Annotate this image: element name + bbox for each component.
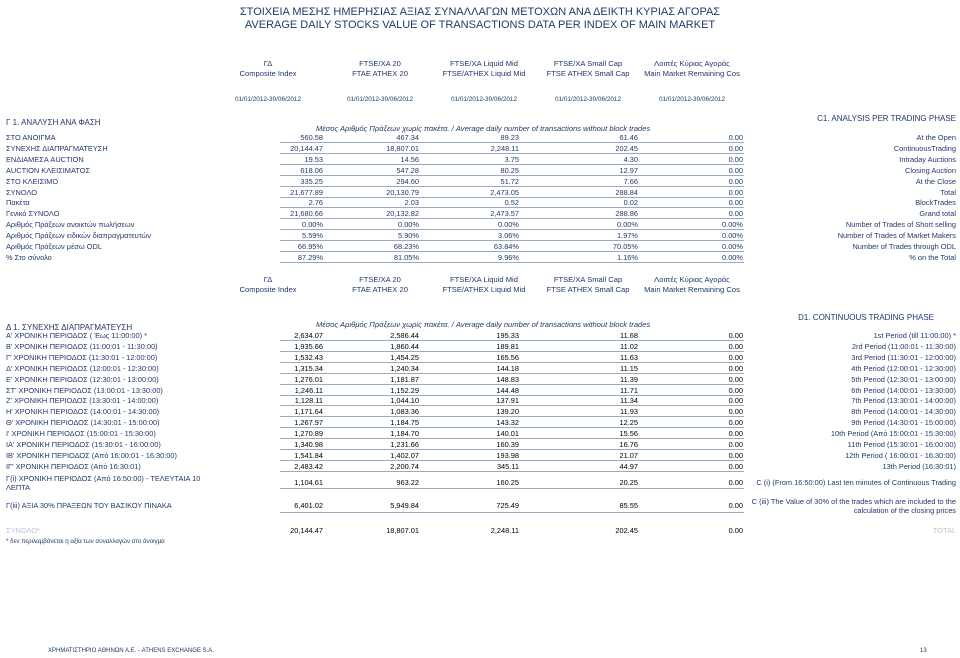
row-label: Η' ΧΡΟΝΙΚΗ ΠΕΡΙΟΔΟΣ (14:00:01 - 14:30:00): [6, 407, 160, 417]
row-label: Α' ΧΡΟΝΙΚΗ ΠΕΡΙΟΔΟΣ ( Έως 11:00:00) *: [6, 331, 148, 340]
cell: 1,083.36: [390, 407, 419, 417]
cell: 160.39: [496, 440, 519, 449]
cell: 9.96%: [498, 252, 519, 262]
cell: 7.66: [623, 176, 638, 186]
report-title-english: AVERAGE DAILY STOCKS VALUE OF TRANSACTIONS DATA PER INDEX OF MAIN MARKET: [244, 19, 716, 31]
cell: 1,184.70: [390, 429, 419, 439]
row-label: ΣΥΝΕΧΗΣ ΔΙΑΠΡΑΓΜΑΤΕΥΣΗ: [6, 143, 108, 153]
cell: 143.32: [496, 418, 519, 428]
cell: 11.34: [620, 396, 638, 406]
divider: [280, 362, 744, 363]
row-label: % Στο σύνολο: [6, 252, 52, 262]
cell: 0.00: [728, 143, 743, 153]
cell: 0.00: [728, 418, 743, 428]
row-label-en: % on the Total: [909, 252, 956, 262]
cell: 0.00: [728, 352, 743, 362]
section-c-title-en: C1. ANALYSIS PER TRADING PHASE: [817, 114, 956, 123]
cell: 0.00%: [722, 220, 743, 230]
period-date: 01/01/2012-30/06/2012: [554, 96, 622, 103]
cell: 0.00: [728, 165, 743, 175]
cell: 1,935.66: [294, 341, 323, 351]
cell: 1,246.11: [294, 385, 323, 395]
divider: [280, 373, 744, 374]
col-header-english: Main Market Remaining Cos: [644, 69, 740, 78]
cell: 0.00%: [722, 231, 743, 241]
cell: 1,240.34: [390, 363, 419, 373]
cell: 11.93: [620, 407, 638, 417]
cell: 0.00: [728, 331, 743, 340]
cell: 193.98: [496, 450, 519, 460]
cell: 18,807.01: [386, 526, 419, 535]
row-label-en: 5th Period (12:30:01 - 13:00:00): [851, 374, 956, 384]
col-header-english: FTSE ATHEX Small Cap: [546, 69, 630, 78]
section-c-title: Γ 1. ΑΝΑΛΥΣΗ ΑΝΑ ΦΑΣΗ: [6, 118, 101, 127]
row-label-en: Total: [940, 187, 956, 197]
cell: 137.91: [496, 396, 519, 406]
divider: [280, 186, 744, 187]
cell: 11.15: [620, 363, 638, 373]
cell: 61.46: [619, 133, 638, 142]
divider: [280, 416, 744, 417]
cell: 2.76: [308, 198, 323, 208]
cell: 2,248.11: [490, 143, 519, 153]
cell: 1,044.10: [390, 396, 419, 406]
row-label: ΙΒ' ΧΡΟΝΙΚΗ ΠΕΡΙΟΔΟΣ (Από 16:00:01 - 16:30:00): [6, 450, 177, 460]
col-header-english: FTSE/ATHEX Liquid Mid: [442, 285, 526, 294]
row-label-en: 11th Period (15:30:01 - 16:00:00): [847, 440, 956, 449]
cell: 0.00: [728, 363, 743, 373]
col-header-greek: Λοιπές Κύριας Αγοράς: [654, 275, 730, 284]
mid-col-header: [528, 275, 648, 295]
section-c-subtitle: Μέσος Αριθμός Πράξεων χωρίς πακέτα. / Average daily number of transactions without block trades: [316, 124, 651, 133]
cell: 0.00: [728, 209, 743, 219]
col-header-english: FTAE ATHEX 20: [352, 285, 408, 294]
cell: 1,181.87: [390, 374, 419, 384]
divider: [280, 207, 744, 208]
cell: 2,473.05: [490, 187, 519, 197]
divider: [280, 512, 744, 513]
row-label-en: 13th Period (16:30:01): [882, 461, 956, 471]
cell: 1,270.89: [294, 429, 323, 439]
cell: 0.00: [728, 396, 743, 406]
cell: 0.00: [728, 385, 743, 395]
cell: 15.56: [619, 429, 638, 439]
divider: [280, 142, 744, 143]
row-total: [0, 526, 960, 537]
cell: 0.00: [728, 450, 743, 460]
col-header-greek: FTSE/XA Liquid Mid: [450, 59, 518, 68]
cell: 21,680.66: [290, 209, 323, 219]
cell: 1,340.98: [294, 440, 323, 449]
cell: 335.25: [300, 176, 323, 186]
row-label: ΙΓ' ΧΡΟΝΙΚΗ ΠΕΡΙΟΔΟΣ (Από 16:30:01): [6, 461, 141, 471]
row-label-en: 4th Period (12:00:01 - 12:30:00): [851, 363, 956, 373]
report-title-greek: ΣΤΟΙΧΕΙΑ ΜΕΣΗΣ ΗΜΕΡΗΣΙΑΣ ΑΞΙΑΣ ΣΥΝΑΛΛΑΓΩΝ ΜΕΤΟΧΩΝ ΑΝΑ ΔΕΙΚΤΗ ΚΥΡΙΑΣ ΑΓΟΡΑΣ: [239, 6, 721, 18]
row-label-en: Intraday Auctions: [899, 154, 956, 164]
col-header-greek: FTSE/XA 20: [359, 275, 401, 284]
cell: 2,586.44: [390, 331, 419, 340]
col-header-greek: FTSE/XA 20: [359, 59, 401, 68]
row-c-iii: [0, 497, 960, 517]
divider: [280, 438, 744, 439]
cell: 202.45: [615, 526, 638, 535]
cell: 19.53: [304, 154, 323, 164]
section-d-subtitle: Μέσος Αριθμός Πράξεων χωρίς πακέτα. / Average daily number of transactions without block trades: [316, 320, 651, 329]
divider: [280, 175, 744, 176]
row-c-i-label-en: C (i) (From 16:50:00) Last ten minutes of Continuous Trading: [756, 478, 956, 487]
top-col-header: [632, 59, 752, 79]
period-date: 01/01/2012-30/06/2012: [450, 96, 518, 103]
cell: 21.07: [619, 450, 638, 460]
divider: [280, 262, 744, 263]
mid-col-header: [632, 275, 752, 295]
cell: 0.02: [623, 198, 638, 208]
divider: [280, 218, 744, 219]
divider: [280, 240, 744, 241]
cell: 20,144.47: [290, 143, 323, 153]
row-label-en: 2rd Period (11:00:01 - 11:30:00): [851, 341, 956, 351]
cell: 3.06%: [498, 231, 519, 241]
cell: 20,144.47: [290, 526, 323, 535]
cell: 345.11: [496, 461, 519, 471]
col-header-english: FTSE/ATHEX Liquid Mid: [442, 69, 526, 78]
cell: 12.25: [619, 418, 638, 428]
cell: 725.49: [496, 501, 519, 510]
row-label-en: At the Open: [916, 133, 956, 142]
cell: 0.00: [728, 407, 743, 417]
period-date: 01/01/2012-30/06/2012: [658, 96, 726, 103]
row-label-en: Grand total: [919, 209, 956, 219]
cell: 1,315.34: [294, 363, 323, 373]
col-header-english: Composite Index: [239, 285, 297, 294]
cell: 0.52: [504, 198, 519, 208]
col-header-english: Composite Index: [239, 69, 297, 78]
divider: [280, 164, 744, 165]
cell: 63.84%: [493, 242, 519, 251]
row-label: Αριθμός Πράξεων ανοικτών πωλήσεων: [6, 220, 135, 230]
cell: 2.03: [404, 198, 419, 208]
top-col-header: [528, 59, 648, 79]
cell: 18,807.01: [386, 143, 419, 153]
cell: 1.16%: [617, 252, 638, 262]
divider: [280, 197, 744, 198]
cell: 0.00%: [617, 220, 638, 230]
divider: [280, 351, 744, 352]
top-col-header: [424, 59, 544, 79]
cell: 0.00: [728, 429, 743, 439]
cell: 4.30: [623, 154, 638, 164]
row-label-en: Number of Trades through ODL: [852, 242, 956, 251]
divider: [280, 471, 744, 472]
cell: 195.33: [496, 331, 519, 340]
cell: 0.00: [728, 461, 743, 471]
cell: 1,860.44: [390, 341, 419, 351]
cell: 81.05%: [393, 252, 419, 262]
cell: 0.00: [728, 341, 743, 351]
cell: 288.84: [615, 187, 638, 197]
cell: 2,473.57: [490, 209, 519, 219]
row-label: Θ' ΧΡΟΝΙΚΗ ΠΕΡΙΟΔΟΣ (14:30:01 - 15:00:00): [6, 418, 160, 428]
cell: 68.23%: [393, 242, 419, 251]
row-label: Δ' ΧΡΟΝΙΚΗ ΠΕΡΙΟΔΟΣ (12:00:01 - 12:30:00): [6, 363, 159, 373]
cell: 1,152.29: [390, 385, 419, 395]
cell: 0.00: [728, 198, 743, 208]
divider: [280, 229, 744, 230]
row-label: Γενικό ΣΥΝΟΛΟ: [6, 209, 60, 219]
row-c-i-label2: ΛΕΠΤΑ: [6, 483, 31, 492]
cell: 140.01: [496, 429, 519, 439]
cell: 0.00: [728, 176, 743, 186]
divider: [280, 384, 744, 385]
cell: 1,184.75: [390, 418, 419, 428]
footnote: * δεν περιλαμβάνεται η αξία των συναλλαγών στο άνοιγμα: [6, 538, 165, 545]
col-header-greek: ΓΔ: [263, 275, 273, 284]
row-label-en: 1st Period (till 11:00:00) *: [873, 331, 956, 340]
cell: 0.00%: [722, 252, 743, 262]
col-header-greek: FTSE/XA Small Cap: [553, 59, 623, 68]
cell: 80.25: [500, 165, 519, 175]
cell: 12.97: [619, 165, 638, 175]
row-label: AUCTION ΚΛΕΙΣΙΜΑΤΟΣ: [6, 165, 91, 175]
row-c-i-label1: Γ(i) ΧΡΟΝΙΚΗ ΠΕΡΙΟΔΟΣ (Από 16:50:00) - ΤΕΛΕΥΤΑΙΑ 10: [6, 474, 201, 483]
cell: 20.25: [619, 478, 638, 487]
cell: 70.05%: [612, 242, 638, 251]
row-label: ΣΤΟ ΑΝΟΙΓΜΑ: [6, 133, 56, 142]
row-label: ΕΝΔΙΑΜΕΣΑ AUCTION: [6, 154, 84, 164]
cell: 14.56: [400, 154, 419, 164]
divider: [280, 460, 744, 461]
cell: 189.81: [496, 341, 519, 351]
divider: [280, 449, 744, 450]
period-date: 01/01/2012-30/06/2012: [234, 96, 302, 103]
row-label: Ι' ΧΡΟΝΙΚΗ ΠΕΡΙΟΔΟΣ (15:00:01 - 15:30:00): [6, 429, 156, 439]
mid-col-header: [320, 275, 440, 295]
cell: 1,454.25: [390, 352, 419, 362]
section-d-title-en: D1. CONTINUOUS TRADING PHASE: [798, 313, 934, 322]
row-label: Ε' ΧΡΟΝΙΚΗ ΠΕΡΙΟΔΟΣ (12:30:01 - 13:00:00): [6, 374, 159, 384]
cell: 11.68: [620, 331, 638, 340]
cell: 87.29%: [297, 252, 323, 262]
row-label: Γ' ΧΡΟΝΙΚΗ ΠΕΡΙΟΔΟΣ (11:30:01 - 12:00:00): [6, 352, 158, 362]
total-label-en: TOTAL: [932, 526, 956, 535]
row-label-en: Number of Trades of Market Makers: [837, 231, 956, 241]
cell: 1,104.61: [294, 478, 323, 487]
cell: 0.00%: [398, 220, 419, 230]
row-label: ΣΤΟ ΚΛΕΙΣΙΜΟ: [6, 176, 59, 186]
cell: 294.60: [396, 176, 419, 186]
divider: [280, 340, 744, 341]
cell: 1,171.64: [294, 407, 323, 417]
cell: 5.59%: [302, 231, 323, 241]
row-label: Αριθμός Πράξεων μέσω ODL: [6, 242, 102, 251]
cell: 1.97%: [617, 231, 638, 241]
cell: 2,634.07: [294, 331, 323, 340]
cell: 0.00%: [302, 220, 323, 230]
cell: 144.48: [496, 385, 519, 395]
cell: 2,200.74: [390, 461, 419, 471]
divider: [280, 395, 744, 396]
page-number: 13: [920, 648, 927, 654]
divider: [280, 251, 744, 252]
cell: 85.55: [619, 501, 638, 510]
mid-col-header: [208, 275, 328, 295]
cell: 11.02: [620, 341, 638, 351]
cell: 202.45: [615, 143, 638, 153]
row-label-en: 12th Period ( 16:00:01 - 16:30:00): [845, 450, 956, 460]
cell: 89.23: [500, 133, 519, 142]
cell: 66.95%: [297, 242, 323, 251]
divider: [280, 153, 744, 154]
cell: 0.00%: [722, 242, 743, 251]
cell: 1,402.07: [390, 450, 419, 460]
row-label-en: 10th Period (Από 15:00:01 - 15:30:00): [830, 429, 956, 439]
cell: 963.22: [396, 478, 419, 487]
row-label: ΣΥΝΟΛΟ: [6, 187, 37, 197]
cell: 288.86: [615, 209, 638, 219]
cell: 560.58: [300, 133, 323, 142]
cell: 0.00: [728, 526, 743, 535]
cell: 160.25: [496, 478, 519, 487]
row-label: Β' ΧΡΟΝΙΚΗ ΠΕΡΙΟΔΟΣ (11:00:01 - 11:30:00): [6, 341, 158, 351]
row-c-iii-label-en1: C (iii) The Value of 30% of the trades which are included to the: [751, 497, 956, 506]
top-col-header: [320, 59, 440, 79]
cell: 467.34: [396, 133, 419, 142]
cell: 1,128.11: [294, 396, 323, 406]
col-header-greek: FTSE/XA Small Cap: [553, 275, 623, 284]
row-label: Πακέτα: [6, 198, 30, 208]
row-label-en: Number of Trades of Short selling: [845, 220, 956, 230]
cell: 144.18: [496, 363, 519, 373]
cell: 0.00: [728, 374, 743, 384]
col-header-greek: ΓΔ: [263, 59, 273, 68]
cell: 1,267.97: [294, 418, 323, 428]
cell: 139.20: [496, 407, 519, 417]
row-label-en: At the Close: [915, 176, 956, 186]
cell: 0.00: [728, 478, 743, 487]
row-label: ΙΑ' ΧΡΟΝΙΚΗ ΠΕΡΙΟΔΟΣ (15:30:01 - 16:00:00): [6, 440, 161, 449]
cell: 0.00: [728, 501, 743, 510]
cell: 0.00: [728, 440, 743, 449]
cell: 2,483.42: [294, 461, 323, 471]
row-label-en: Closing Auction: [905, 165, 956, 175]
cell: 1,541.84: [294, 450, 323, 460]
divider: [280, 405, 744, 406]
col-header-english: FTAE ATHEX 20: [352, 69, 408, 78]
cell: 0.00: [728, 187, 743, 197]
cell: 1,276.01: [294, 374, 323, 384]
row-c-i: [0, 474, 960, 494]
cell: 11.63: [620, 352, 638, 362]
total-label: ΣΥΝΟΛΟ*: [6, 526, 40, 535]
row-label-en: 6th Period (14:00:01 - 13:30:00): [851, 385, 956, 395]
row-c-iii-label: Γ(iii) ΑΞΙΑ 30% ΠΡΑΞΕΩΝ ΤΟΥ ΒΑΣΙΚΟΥ ΠΙΝΑΚΑ: [6, 501, 172, 510]
cell: 3.75: [504, 154, 519, 164]
cell: 6,401.02: [294, 501, 323, 510]
cell: 0.00: [728, 133, 743, 142]
period-date: 01/01/2012-30/06/2012: [346, 96, 414, 103]
row-label: ΣΤ' ΧΡΟΝΙΚΗ ΠΕΡΙΟΔΟΣ (13:00:01 - 13:30:00): [6, 385, 163, 395]
cell: 11.71: [620, 385, 638, 395]
row-label-en: 8th Period (14:00:01 - 14:30:00): [851, 407, 956, 417]
cell: 44.97: [619, 461, 638, 471]
row-label: Αριθμός Πράξεων ειδικών διαπραγματευτών: [6, 231, 151, 241]
row-c-iii-label-en2: calculation of the closing prices: [853, 506, 956, 515]
row-label: Ζ' ΧΡΟΝΙΚΗ ΠΕΡΙΟΔΟΣ (13:30:01 - 14:00:00): [6, 396, 159, 406]
mid-col-header: [424, 275, 544, 295]
row-label-en: 3rd Period (11:30:01 - 12:00:00): [851, 352, 956, 362]
cell: 0.00%: [498, 220, 519, 230]
top-col-header: [208, 59, 328, 79]
cell: 1,231.66: [390, 440, 419, 449]
cell: 21,677.89: [290, 187, 323, 197]
cell: 547.28: [396, 165, 419, 175]
row-label-en: 9th Period (14:30:01 - 15:00:00): [851, 418, 956, 428]
cell: 20,132.82: [386, 209, 419, 219]
footer-company: ΧΡΗΜΑΤΙΣΤΗΡΙΟ ΑΘΗΝΩΝ Α.Ε. - ATHENS EXCHANGE S.A.: [48, 648, 214, 654]
cell: 2,248.11: [490, 526, 519, 535]
cell: 148.83: [496, 374, 519, 384]
row-label-en: ContinuousTrading: [893, 143, 956, 153]
divider: [280, 488, 744, 489]
cell: 618.06: [300, 165, 323, 175]
row-label-en: 7th Period (13:30:01 - 14:00:00): [851, 396, 956, 406]
col-header-english: FTSE ATHEX Small Cap: [546, 285, 630, 294]
divider: [280, 427, 744, 428]
section-d-title: Δ 1. ΣΥΝΕΧΗΣ ΔΙΑΠΡΑΓΜΑΤΕΥΣΗ: [6, 323, 133, 332]
cell: 16.76: [619, 440, 638, 449]
cell: 165.56: [496, 352, 519, 362]
cell: 51.72: [500, 176, 519, 186]
cell: 20,130.79: [386, 187, 419, 197]
col-header-english: Main Market Remaining Cos: [644, 285, 740, 294]
cell: 5.90%: [398, 231, 419, 241]
cell: 5,949.84: [390, 501, 419, 510]
row-label-en: BlockTrades: [915, 198, 956, 208]
col-header-greek: Λοιπές Κύριας Αγοράς: [654, 59, 730, 68]
cell: 0.00: [728, 154, 743, 164]
cell: 11.39: [620, 374, 638, 384]
cell: 1,532.43: [294, 352, 323, 362]
col-header-greek: FTSE/XA Liquid Mid: [450, 275, 518, 284]
